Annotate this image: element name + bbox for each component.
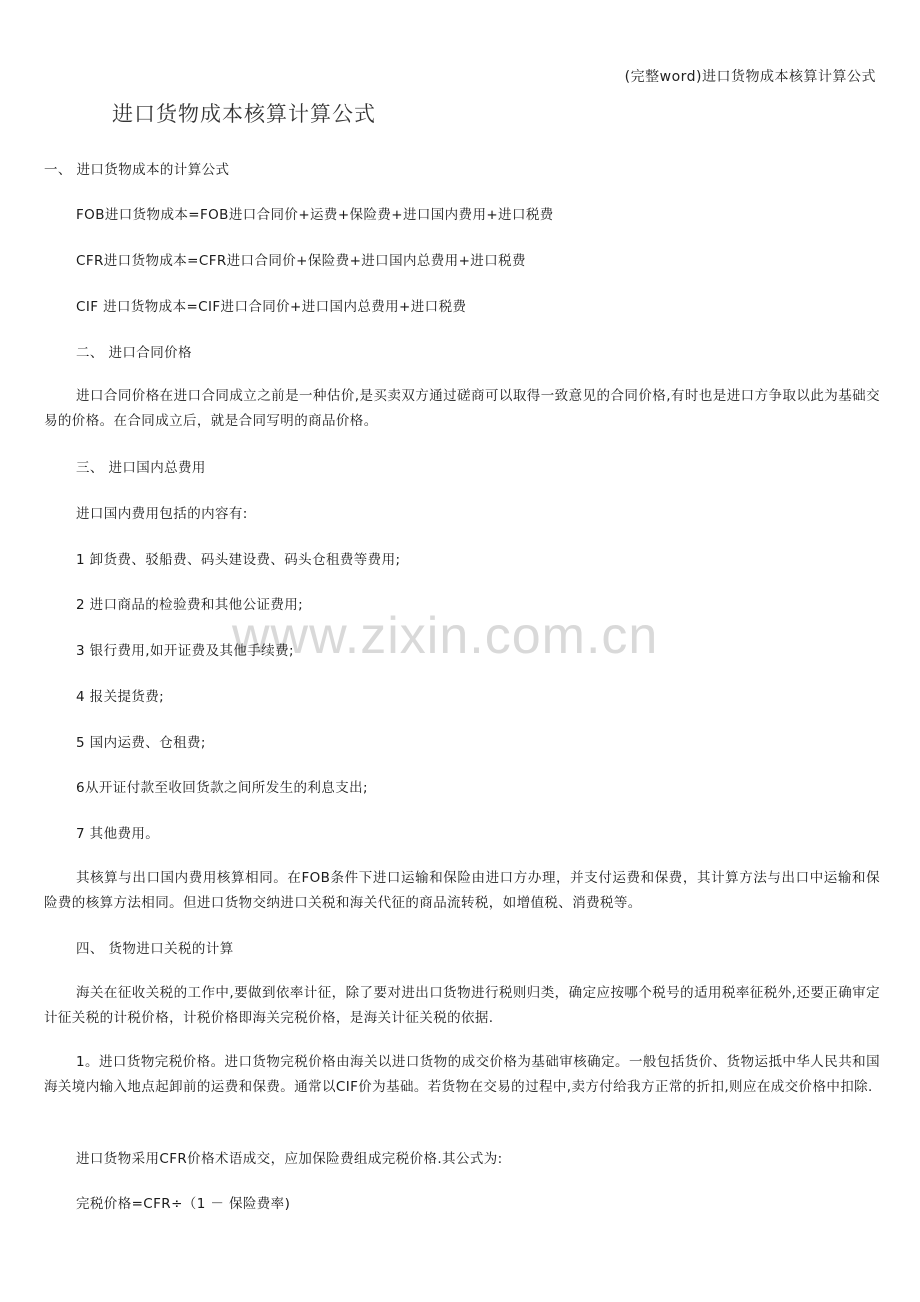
dutiable-value-paragraph: 1。进口货物完税价格。进口货物完税价格由海关以进口货物的成交价格为基础审核确定。一般包括货价、货物运抵中华人民共和国海关境内输入地点起卸前的运费和保费。通常以CIF价为基础。若货物在交易的过程中,卖方付给我方正常的折扣,则应在成交价格中扣除.	[44, 1054, 880, 1095]
customs-duty-paragraph: 海关在征收关税的工作中,要做到依率计征，除了要对进出口货物进行税则归类，确定应按哪个税号的适用税率征税外,还要正确审定计征关税的计税价格，计税价格即海关完税价格，是海关计征关税的依据.	[44, 985, 880, 1026]
list-item: 2 进口商品的检验费和其他公证费用;	[76, 597, 304, 613]
watermark: www.zixin.com.cn	[232, 607, 659, 665]
domestic-cost-paragraph: 其核算与出口国内费用核算相同。在FOB条件下进口运输和保险由进口方办理，并支付运费和保费，其计算方法与出口中运输和保险费的核算方法相同。但进口货物交纳进口关税和海关代征的商品流转税，如增值税、消费税等。	[44, 870, 880, 911]
list-item: 6从开证付款至收回货款之间所发生的利息支出;	[76, 780, 368, 796]
list-item: 1 卸货费、驳船费、码头建设费、码头仓租费等费用;	[76, 552, 401, 568]
section-heading-1: 一、 进口货物成本的计算公式	[44, 162, 230, 178]
section-heading-3: 三、 进口国内总费用	[76, 460, 206, 476]
document-header-label: (完整word)进口货物成本核算计算公式	[624, 69, 876, 85]
domestic-cost-intro: 进口国内费用包括的内容有:	[76, 506, 248, 522]
list-item: 3 银行费用,如开证费及其他手续费;	[76, 643, 294, 659]
dutiable-value-formula: 完税价格=CFR÷（1 － 保险费率)	[76, 1196, 291, 1212]
formula-cfr: CFR进口货物成本=CFR进口合同价+保险费+进口国内总费用+进口税费	[76, 253, 526, 269]
contract-price-paragraph: 进口合同价格在进口合同成立之前是一种估价,是买卖双方通过磋商可以取得一致意见的合同价格,有时也是进口方争取以此为基础交易的价格。在合同成立后，就是合同写明的商品价格。	[44, 388, 880, 429]
list-item: 5 国内运费、仓租费;	[76, 735, 206, 751]
list-item: 4 报关提货费;	[76, 689, 165, 705]
formula-fob: FOB进口货物成本=FOB进口合同价+运费+保险费+进口国内费用+进口税费	[76, 207, 554, 223]
document-title: 进口货物成本核算计算公式	[112, 102, 376, 126]
list-item: 7 其他费用。	[76, 826, 160, 842]
section-heading-4: 四、 货物进口关税的计算	[76, 941, 234, 957]
cfr-note: 进口货物采用CFR价格术语成交，应加保险费组成完税价格.其公式为:	[76, 1151, 503, 1167]
section-heading-2: 二、 进口合同价格	[76, 345, 192, 361]
formula-cif: CIF 进口货物成本=CIF进口合同价+进口国内总费用+进口税费	[76, 299, 467, 315]
